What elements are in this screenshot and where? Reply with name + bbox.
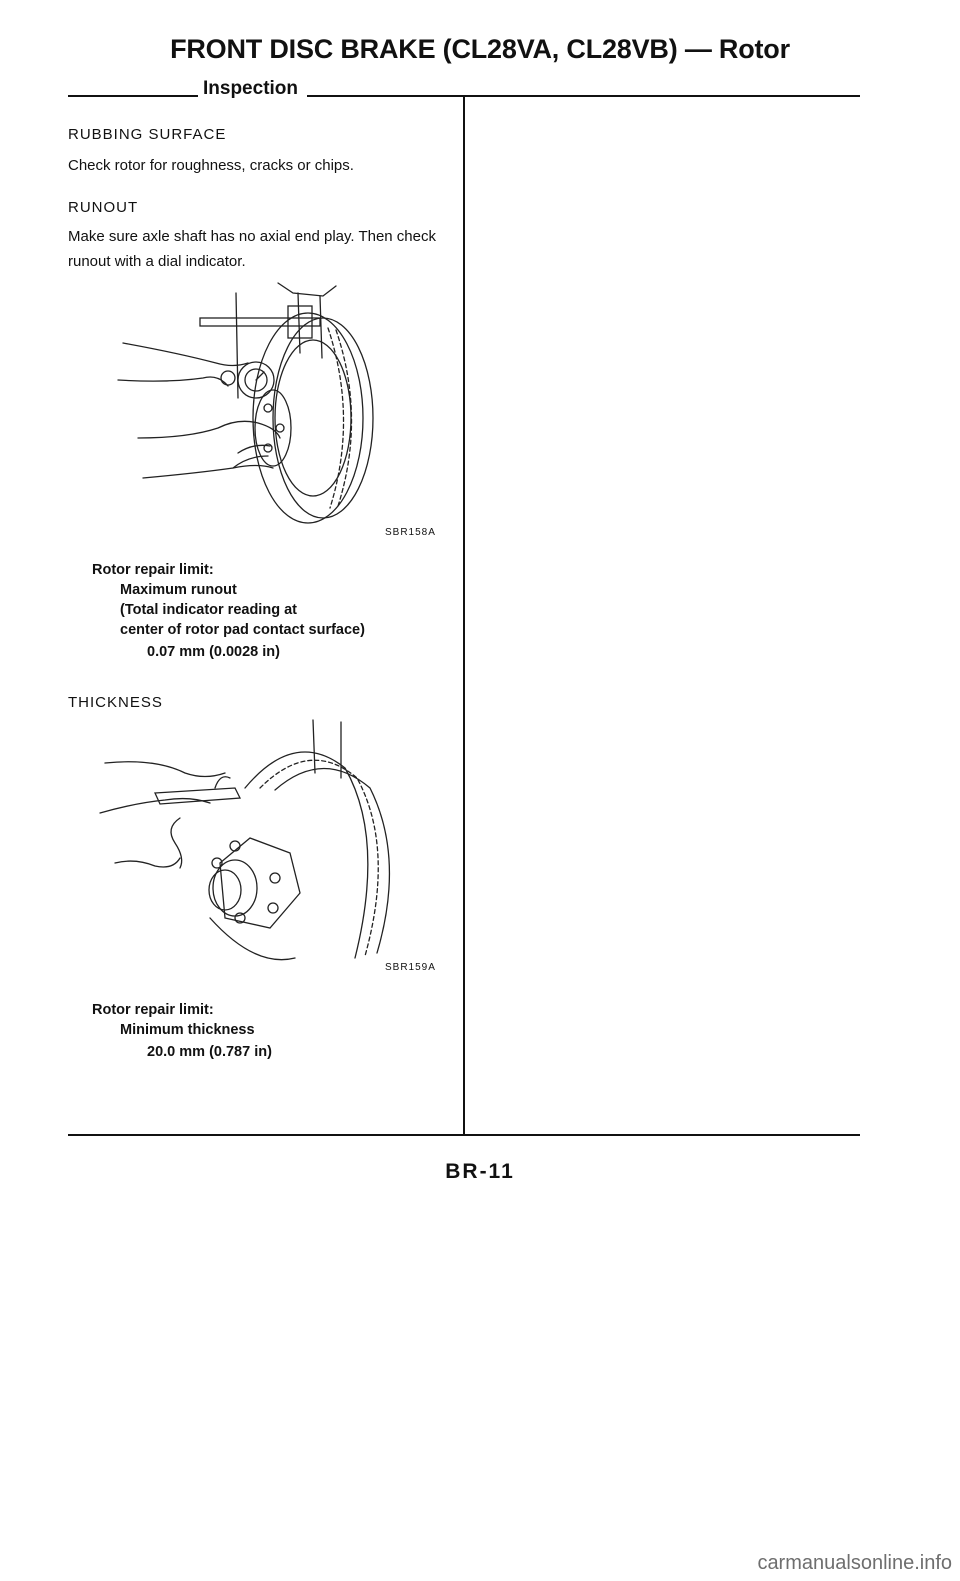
footer-rule: [68, 1134, 860, 1136]
runout-limit-value: 0.07 mm (0.0028 in): [147, 644, 280, 660]
thickness-limit-label: Rotor repair limit:: [92, 1002, 214, 1018]
watermark: carmanualsonline.info: [757, 1552, 952, 1574]
runout-text: Make sure axle shaft has no axial end play. Then check runout with a dial indicator.: [68, 228, 436, 270]
runout-heading: RUNOUT: [68, 199, 139, 216]
column-divider: [463, 96, 465, 1136]
header-rule-left: [68, 95, 198, 97]
page-number: BR-11: [445, 1160, 515, 1183]
rubbing-surface-heading: RUBBING SURFACE: [68, 126, 227, 143]
runout-limit-item: Maximum runout: [120, 582, 237, 598]
thickness-limit-value: 20.0 mm (0.787 in): [147, 1044, 272, 1060]
runout-limit-label: Rotor repair limit:: [92, 562, 214, 578]
figure-code-sbr158a: SBR158A: [385, 527, 436, 538]
dial-indicator-figure: [108, 268, 458, 530]
thickness-limit-item: Minimum thickness: [120, 1022, 255, 1038]
micrometer-figure: [95, 718, 450, 968]
section-heading: Inspection: [203, 78, 299, 99]
header-rule-right: [307, 95, 860, 97]
page-title: FRONT DISC BRAKE (CL28VA, CL28VB) — Rotor: [170, 34, 790, 64]
figure-code-sbr159a: SBR159A: [385, 962, 436, 973]
thickness-heading: THICKNESS: [68, 694, 163, 711]
runout-limit-note-1: (Total indicator reading at: [120, 602, 297, 618]
rubbing-surface-text: Check rotor for roughness, cracks or chips.: [68, 157, 354, 174]
runout-limit-note-2: center of rotor pad contact surface): [120, 622, 365, 638]
